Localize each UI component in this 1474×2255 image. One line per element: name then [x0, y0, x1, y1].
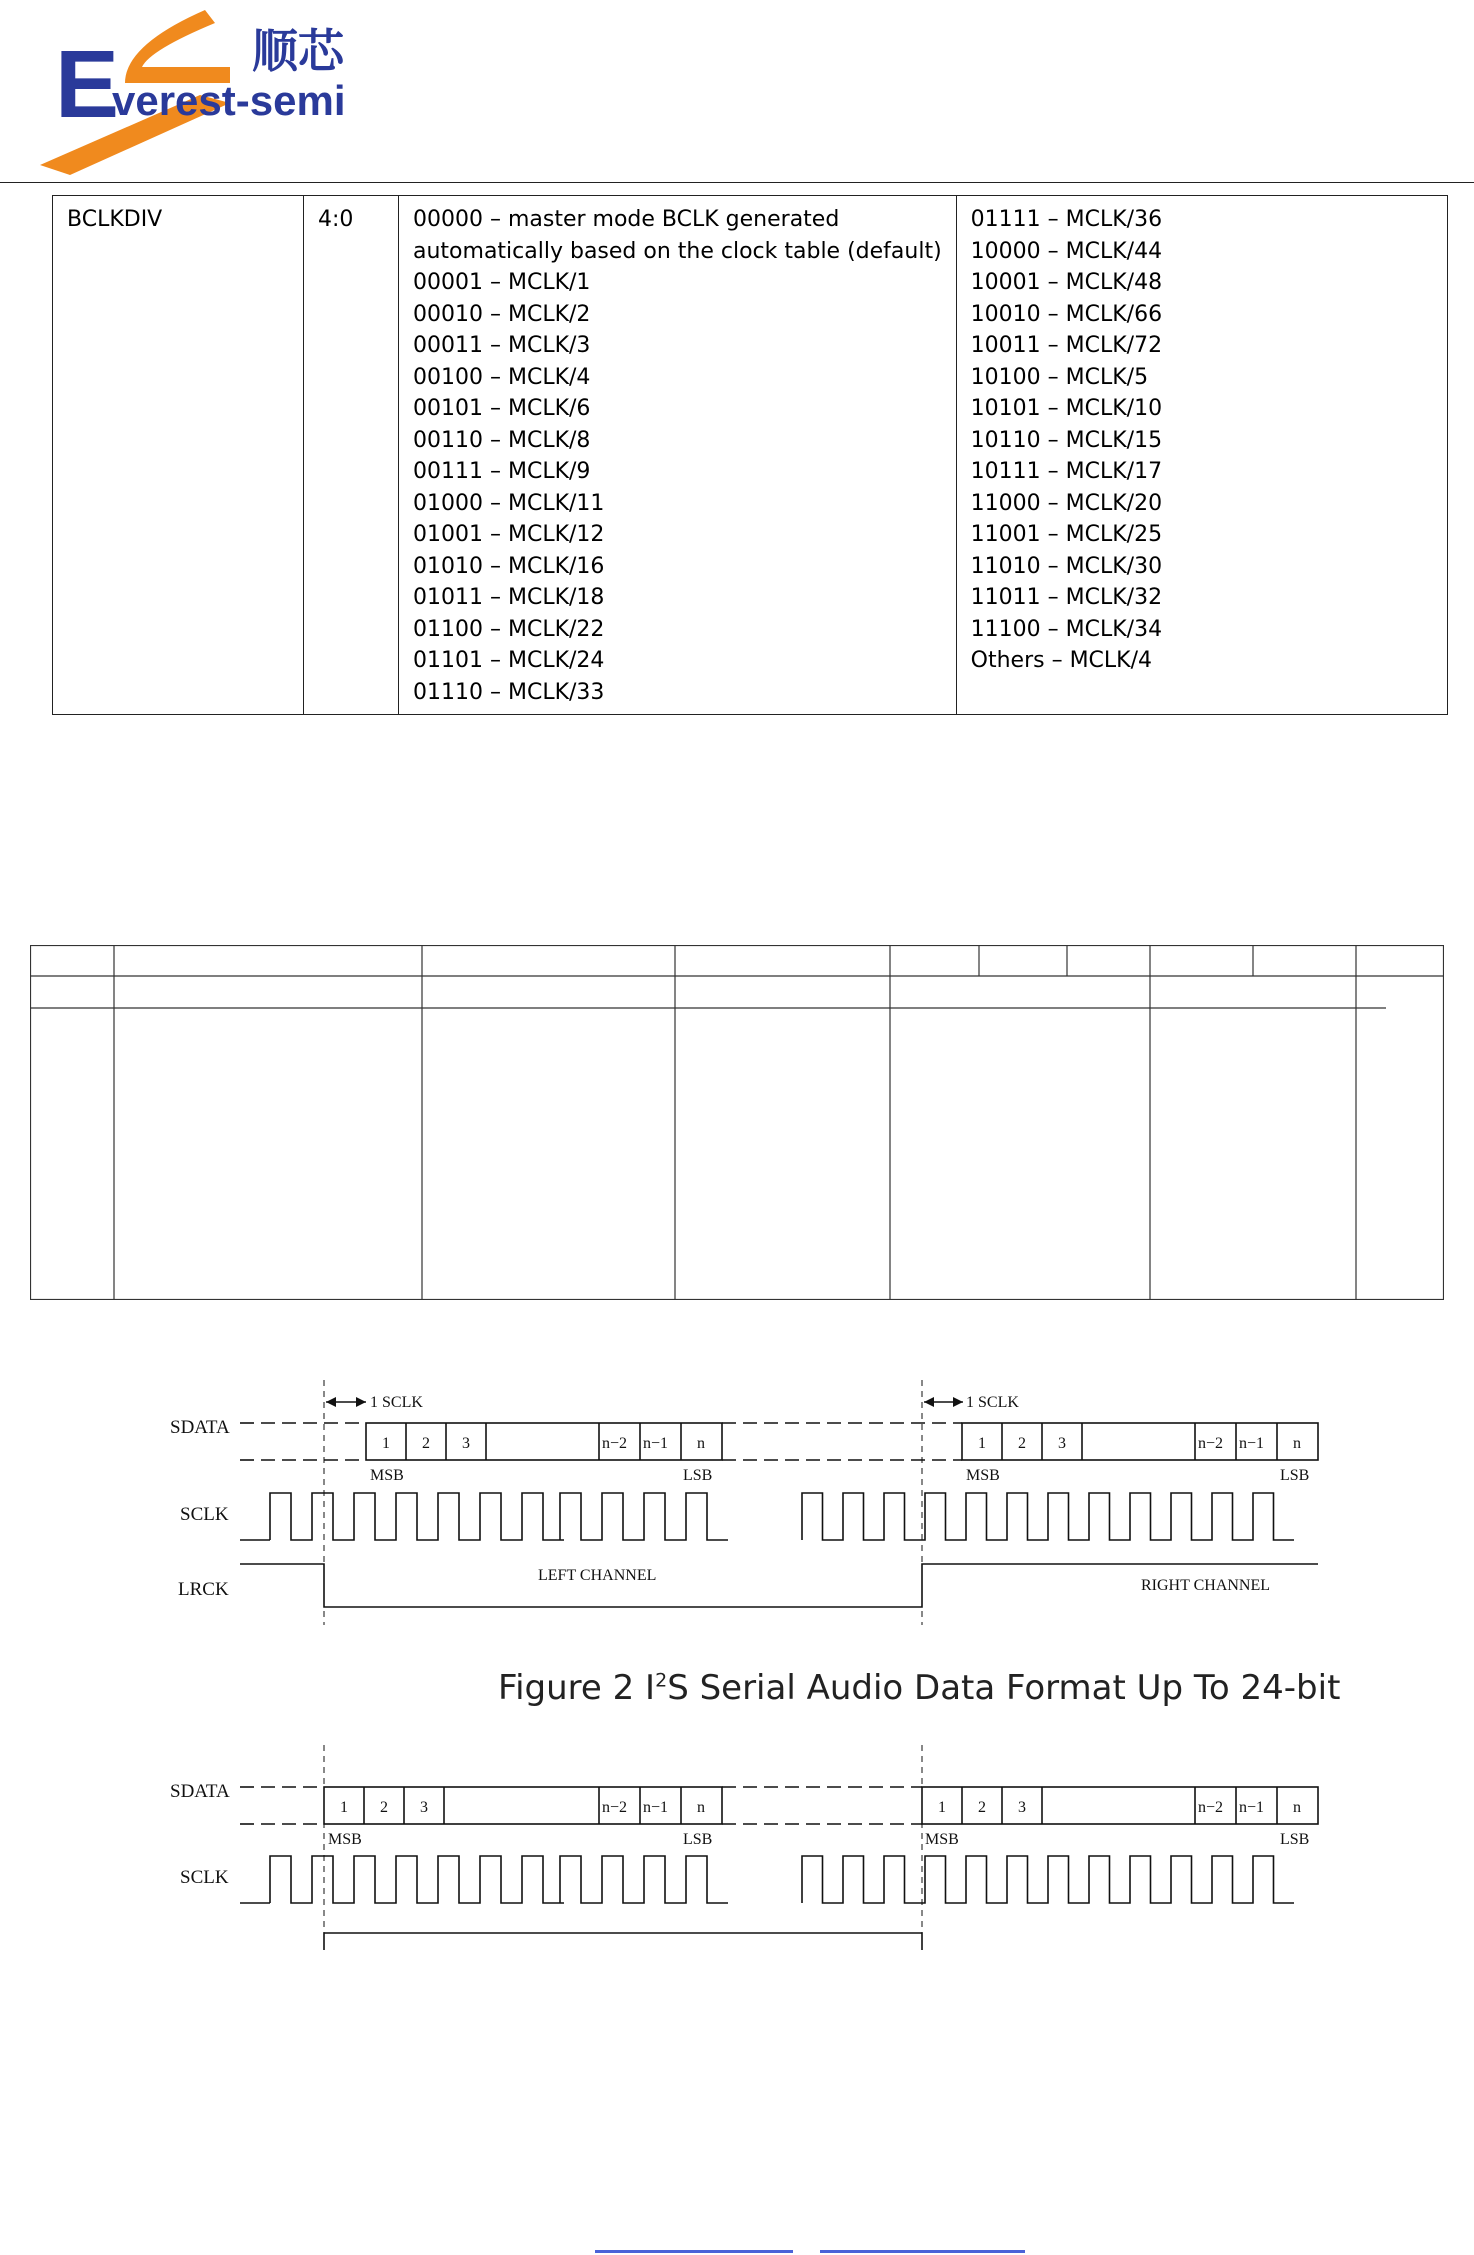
value-line: 11100 – MCLK/34 [970, 616, 1163, 642]
value-line: 10111 – MCLK/17 [970, 459, 1163, 484]
sclk-waveform [240, 1856, 1294, 1903]
bit-label: n−2 [1198, 1799, 1224, 1816]
table-row [53, 196, 1448, 715]
value-line: 01100 – MCLK/22 [413, 616, 605, 642]
bit-label: n−2 [602, 1435, 628, 1452]
bit-label: 2 [978, 1799, 986, 1816]
value-line: 00000 – master mode BCLK generated [413, 207, 840, 232]
header-rule [0, 182, 1474, 183]
lsb-label: LSB [683, 1467, 713, 1484]
value-line: 11011 – MCLK/32 [970, 585, 1163, 610]
caption-superscript: 2 [655, 1669, 668, 1692]
bit-label: 1 [340, 1799, 348, 1816]
value-line: Others – MCLK/4 [970, 648, 1153, 673]
value-line: 10100 – MCLK/5 [970, 364, 1149, 390]
lsb-label: LSB [1280, 1831, 1310, 1848]
register-name: BCLKDIV [67, 207, 163, 232]
left-channel-label: LEFT CHANNEL [538, 1567, 657, 1584]
bit-label: n−2 [602, 1799, 628, 1816]
sdata-label: SDATA [170, 1417, 230, 1438]
delay-label: 1 SCLK [966, 1394, 1019, 1411]
bit-label: 3 [462, 1435, 470, 1452]
value-line: 00101 – MCLK/6 [413, 396, 591, 421]
bit-label: 3 [1058, 1435, 1066, 1452]
delay-label: 1 SCLK [370, 1394, 423, 1411]
footer-link[interactable] [820, 2250, 1025, 2253]
value-line: 10101 – MCLK/10 [970, 396, 1163, 421]
msb-label: MSB [328, 1831, 362, 1848]
value-line: 01011 – MCLK/18 [413, 585, 605, 610]
logo-chinese: 顺芯 [252, 24, 344, 78]
value-line: 10110 – MCLK/15 [970, 427, 1163, 453]
sclk-waveform [240, 1493, 1294, 1540]
value-line: 01101 – MCLK/24 [413, 648, 605, 673]
lsb-label: LSB [683, 1831, 713, 1848]
register-bits: 4:0 [318, 207, 354, 232]
value-line: 11000 – MCLK/20 [970, 490, 1163, 516]
bit-label: 1 [978, 1435, 986, 1452]
caption-suffix: S Serial Audio Data Format Up To 24-bit [667, 1668, 1341, 1708]
value-line: 00100 – MCLK/4 [413, 364, 591, 390]
value-line: 00111 – MCLK/9 [413, 459, 591, 484]
value-line: 00110 – MCLK/8 [413, 427, 591, 453]
bit-label: 2 [380, 1799, 388, 1816]
logo-letter-e: E [55, 31, 120, 138]
bit-label: n−2 [1198, 1435, 1224, 1452]
logo-orange-s-stroke [125, 10, 230, 83]
value-line: 01111 – MCLK/36 [970, 207, 1163, 232]
caption-prefix: Figure 2 I [498, 1668, 656, 1708]
right-channel-label: RIGHT CHANNEL [1141, 1577, 1271, 1594]
register-table [52, 195, 1448, 715]
bit-label: 2 [422, 1435, 430, 1452]
bit-label: n−1 [1239, 1799, 1265, 1816]
value-line: 11001 – MCLK/25 [970, 522, 1163, 547]
value-line: 01001 – MCLK/12 [413, 522, 605, 547]
register-bits-cell [304, 196, 399, 715]
msb-label: MSB [370, 1467, 404, 1484]
lrck-label: LRCK [178, 1579, 229, 1600]
value-line: 10001 – MCLK/48 [970, 270, 1163, 295]
msb-label: MSB [966, 1467, 1000, 1484]
bit-label: 1 [938, 1799, 946, 1816]
msb-label: MSB [925, 1831, 959, 1848]
bit-label: n−1 [1239, 1435, 1265, 1452]
value-line: 01010 – MCLK/16 [413, 553, 605, 579]
bit-label: n [697, 1799, 705, 1816]
value-line: 00010 – MCLK/2 [413, 301, 591, 327]
bit-label: 3 [1018, 1799, 1026, 1816]
sclk-label: SCLK [180, 1867, 229, 1888]
bit-label: n−1 [643, 1799, 669, 1816]
register-values-right [956, 196, 1447, 715]
footer-link[interactable] [595, 2250, 793, 2253]
bit-label: 2 [1018, 1435, 1026, 1452]
sclk-label: SCLK [180, 1504, 229, 1525]
empty-table-grid [30, 945, 1444, 1300]
figure-caption [498, 1668, 1340, 1708]
value-line: automatically based on the clock table (default) [413, 238, 942, 264]
register-name-cell [53, 196, 304, 715]
value-line: 00001 – MCLK/1 [413, 270, 591, 295]
bit-label: n [697, 1435, 705, 1452]
left-justified-timing-diagram [160, 1745, 1320, 1955]
lsb-label: LSB [1280, 1467, 1310, 1484]
bit-label: n [1293, 1799, 1301, 1816]
value-line: 10000 – MCLK/44 [970, 238, 1163, 264]
bit-label: 3 [420, 1799, 428, 1816]
value-line: 01000 – MCLK/11 [413, 490, 605, 516]
bit-label: n [1293, 1435, 1301, 1452]
bit-label: n−1 [643, 1435, 669, 1452]
sdata-label: SDATA [170, 1781, 230, 1802]
value-line: 00011 – MCLK/3 [413, 333, 591, 358]
i2s-timing-diagram [160, 1380, 1320, 1640]
value-line: 11010 – MCLK/30 [970, 553, 1163, 579]
logo-wordmark: verest-semi [112, 77, 346, 124]
value-line: 10010 – MCLK/66 [970, 301, 1163, 327]
register-values-left [399, 196, 957, 715]
everest-semi-logo [30, 5, 370, 175]
value-line: 01110 – MCLK/33 [413, 679, 605, 705]
bit-label: 1 [382, 1435, 390, 1452]
value-line: 10011 – MCLK/72 [970, 333, 1163, 358]
